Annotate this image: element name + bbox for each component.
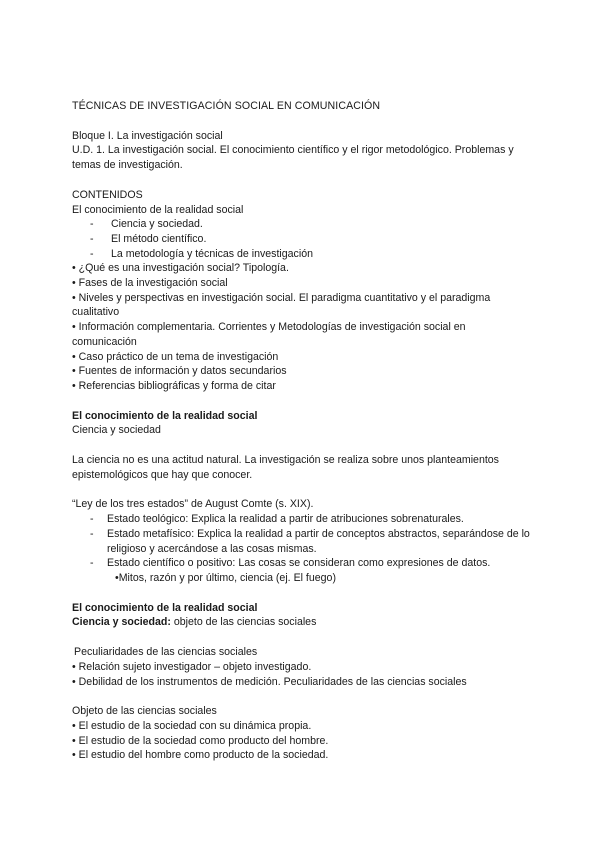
contents-bullet-item: • Caso práctico de un tema de investigación xyxy=(72,350,279,363)
contents-heading: CONTENIDOS xyxy=(72,188,143,201)
peculiarities-list xyxy=(72,660,532,689)
three-states-list xyxy=(72,512,532,571)
section-paragraph: La ciencia no es una actitud natural. La investigación se realiza sobre unos planteamientos epistemológicos que hay que conocer. xyxy=(72,454,499,481)
object-item: • El estudio de la sociedad como producto del hombre. xyxy=(72,734,329,747)
comte-law-line: “Ley de los tres estados” de August Comte (s. XIX). xyxy=(72,498,314,511)
state-item: - Estado metafísico: Explica la realidad a partir de conceptos abstractos, separándose de lo religioso y acercándose a las cosas mismas. xyxy=(90,527,530,555)
object-item: • El estudio del hombre como producto de la sociedad. xyxy=(72,749,329,762)
document-body xyxy=(72,99,532,763)
contents-dash-item: - La metodología y técnicas de investigación xyxy=(90,247,313,260)
section-subheading: Ciencia y sociedad xyxy=(72,424,161,437)
contents-bullet-item: • Fuentes de información y datos secundarios xyxy=(72,365,287,378)
state-item: - Estado teológico: Explica la realidad a partir de atribuciones sobrenaturales. xyxy=(90,513,464,526)
section-subheading: Ciencia y sociedad: objeto de las ciencias sociales xyxy=(72,616,317,629)
section-heading: El conocimiento de la realidad social xyxy=(72,601,258,614)
peculiarity-item: • Debilidad de los instrumentos de medición. Peculiaridades de las ciencias sociales xyxy=(72,675,467,688)
contents-bullet-item: • ¿Qué es una investigación social? Tipología. xyxy=(72,262,289,275)
object-item: • El estudio de la sociedad con su dinámica propia. xyxy=(72,719,312,732)
unit-description: U.D. 1. La investigación social. El conocimiento científico y el rigor metodológico. Problemas y temas de investigación. xyxy=(72,144,514,172)
object-heading: Objeto de las ciencias sociales xyxy=(72,705,217,718)
contents-bullet-item: • Fases de la investigación social xyxy=(72,277,228,290)
contents-dash-item: - Ciencia y sociedad. xyxy=(90,218,203,231)
contents-bullet-item: • Niveles y perspectivas en investigación social. El paradigma cuantitativo y el paradigma cualitativo xyxy=(72,291,491,319)
section-heading: El conocimiento de la realidad social xyxy=(72,409,258,422)
document-title: TÉCNICAS DE INVESTIGACIÓN SOCIAL EN COMUNICACIÓN xyxy=(72,100,381,112)
block-heading: Bloque I. La investigación social xyxy=(72,129,223,142)
myths-note: •Mitos, razón y por último, ciencia (ej. El fuego) xyxy=(115,571,336,584)
state-item: - Estado científico o positivo: Las cosas se consideran como expresiones de datos. xyxy=(90,557,491,570)
contents-bullet-item: • Información complementaria. Corrientes y Metodologías de investigación social en comunicación xyxy=(72,321,466,348)
contents-bullet-item: • Referencias bibliográficas y forma de citar xyxy=(72,379,276,392)
contents-dash-item: - El método científico. xyxy=(90,232,207,245)
peculiarities-heading: Peculiaridades de las ciencias sociales xyxy=(74,646,258,659)
peculiarity-item: • Relación sujeto investigador – objeto investigado. xyxy=(72,660,312,673)
object-list xyxy=(72,719,532,763)
contents-dash-list xyxy=(72,217,532,261)
contents-subheading: El conocimiento de la realidad social xyxy=(72,203,244,216)
contents-bullet-list xyxy=(72,261,532,393)
